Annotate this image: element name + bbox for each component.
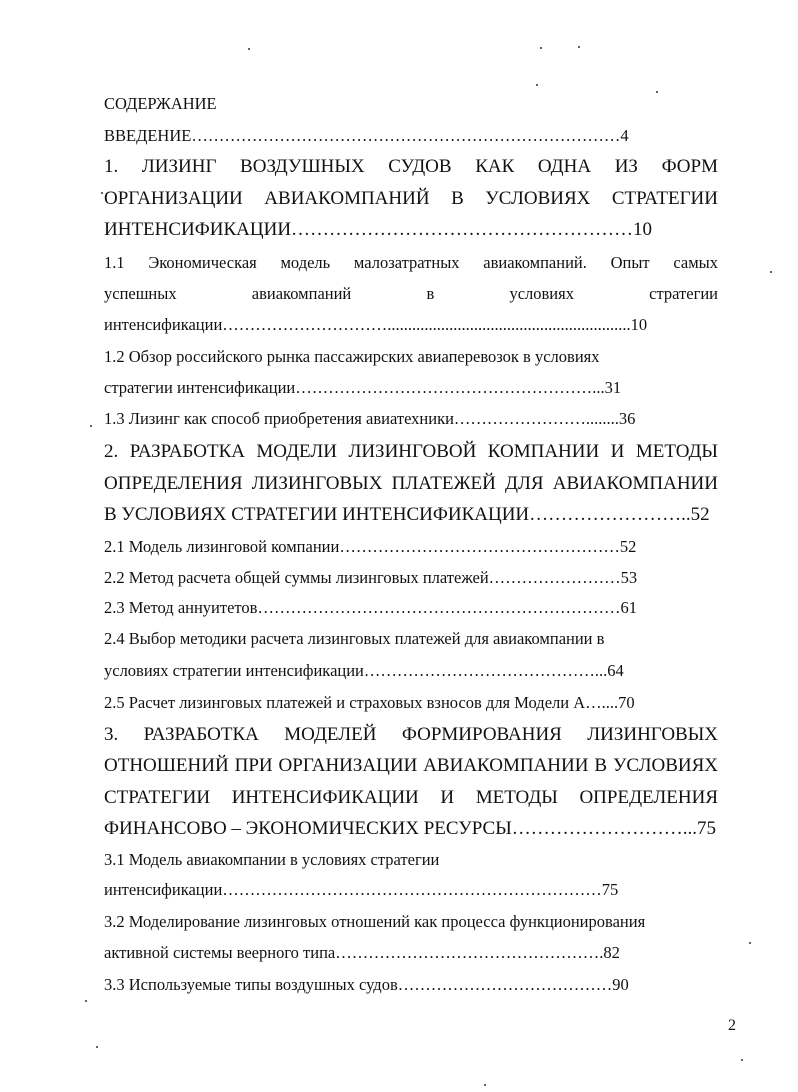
toc-section-1-1-line-2: успешных авиакомпаний в условиях стратегии [104, 284, 718, 303]
toc-chapter-3-line-2: ОТНОШЕНИЙ ПРИ ОРГАНИЗАЦИИ АВИАКОМПАНИИ В УСЛОВИЯХ [104, 755, 718, 776]
scan-speck [248, 48, 250, 50]
toc-chapter-3-line-4: ФИНАНСОВО – ЭКОНОМИЧЕСКИХ РЕСУРСЫ………………………...75 [104, 818, 717, 839]
toc-section-1-3: 1.3 Лизинг как способ приобретения авиатехники……………………........36 [104, 409, 636, 428]
scan-speck [90, 425, 92, 427]
toc-section-1-2-line-1: 1.2 Обзор российского рынка пассажирских авиаперевозок в условиях [104, 347, 600, 366]
toc-section-2-5: 2.5 Расчет лизинговых платежей и страховых взносов для Модели А…....70 [104, 693, 635, 712]
toc-section-1-2-line-2: стратегии интенсификации………………………………………………...31 [104, 378, 622, 397]
toc-section-1-1-line-1: 1.1 Экономическая модель малозатратных авиакомпаний. Опыт самых [104, 253, 718, 272]
toc-section-3-2-line-1: 3.2 Моделирование лизинговых отношений как процесса функционирования [104, 912, 646, 931]
toc-section-2-1: 2.1 Модель лизинговой компании……………………………………………52 [104, 537, 637, 556]
scan-speck [578, 46, 580, 48]
toc-chapter-2-line-2: ОПРЕДЕЛЕНИЯ ЛИЗИНГОВЫХ ПЛАТЕЖЕЙ ДЛЯ АВИАКОМПАНИИ [104, 473, 718, 494]
toc-chapter-1-line-2: ОРГАНИЗАЦИИ АВИАКОМПАНИЙ В УСЛОВИЯХ СТРАТЕГИИ [104, 188, 718, 209]
scan-speck [540, 47, 542, 49]
scan-speck [101, 192, 103, 194]
scan-speck [96, 1046, 98, 1048]
toc-section-2-4-line-1: 2.4 Выбор методики расчета лизинговых платежей для авиакомпании в [104, 629, 605, 648]
toc-entry-introduction: ВВЕДЕНИЕ……………………………………………………………………4 [104, 126, 629, 145]
scan-speck [741, 1059, 743, 1061]
scan-speck [536, 84, 538, 86]
contents-heading: СОДЕРЖАНИЕ [104, 94, 217, 113]
toc-section-2-4-line-2: условиях стратегии интенсификации……………………………………...64 [104, 661, 624, 680]
toc-section-3-2-line-2: активной системы веерного типа………………………………………….82 [104, 943, 620, 962]
toc-section-3-1-line-2: интенсификации……………………………………………………………75 [104, 880, 619, 899]
toc-section-3-3: 3.3 Используемые типы воздушных судов…………………………………90 [104, 975, 629, 994]
scan-speck [656, 91, 658, 93]
toc-chapter-1-line-1: 1. ЛИЗИНГ ВОЗДУШНЫХ СУДОВ КАК ОДНА ИЗ ФОРМ [104, 156, 718, 177]
toc-chapter-2-line-3: В УСЛОВИЯХ СТРАТЕГИИ ИНТЕНСИФИКАЦИИ……………………..52 [104, 504, 710, 525]
toc-chapter-1-line-3: ИНТЕНСИФИКАЦИИ………………………………………………10 [104, 219, 653, 240]
scan-speck [85, 1000, 87, 1002]
scan-speck [484, 1084, 486, 1086]
toc-chapter-3-line-1: 3. РАЗРАБОТКА МОДЕЛЕЙ ФОРМИРОВАНИЯ ЛИЗИНГОВЫХ [104, 724, 718, 745]
toc-chapter-3-line-3: СТРАТЕГИИ ИНТЕНСИФИКАЦИИ И МЕТОДЫ ОПРЕДЕЛЕНИЯ [104, 787, 718, 808]
toc-section-3-1-line-1: 3.1 Модель авиакомпании в условиях стратегии [104, 850, 440, 869]
scan-speck [770, 271, 772, 273]
toc-chapter-2-line-1: 2. РАЗРАБОТКА МОДЕЛИ ЛИЗИНГОВОЙ КОМПАНИИ И МЕТОДЫ [104, 441, 718, 462]
toc-section-2-2: 2.2 Метод расчета общей суммы лизинговых платежей……………………53 [104, 568, 638, 587]
toc-section-2-3: 2.3 Метод аннуитетов…………………………………………………………61 [104, 598, 637, 617]
page-number: 2 [728, 1017, 736, 1034]
scan-speck [749, 942, 751, 944]
toc-section-1-1-line-3: интенсификации…………………………...........................................................10 [104, 315, 648, 334]
